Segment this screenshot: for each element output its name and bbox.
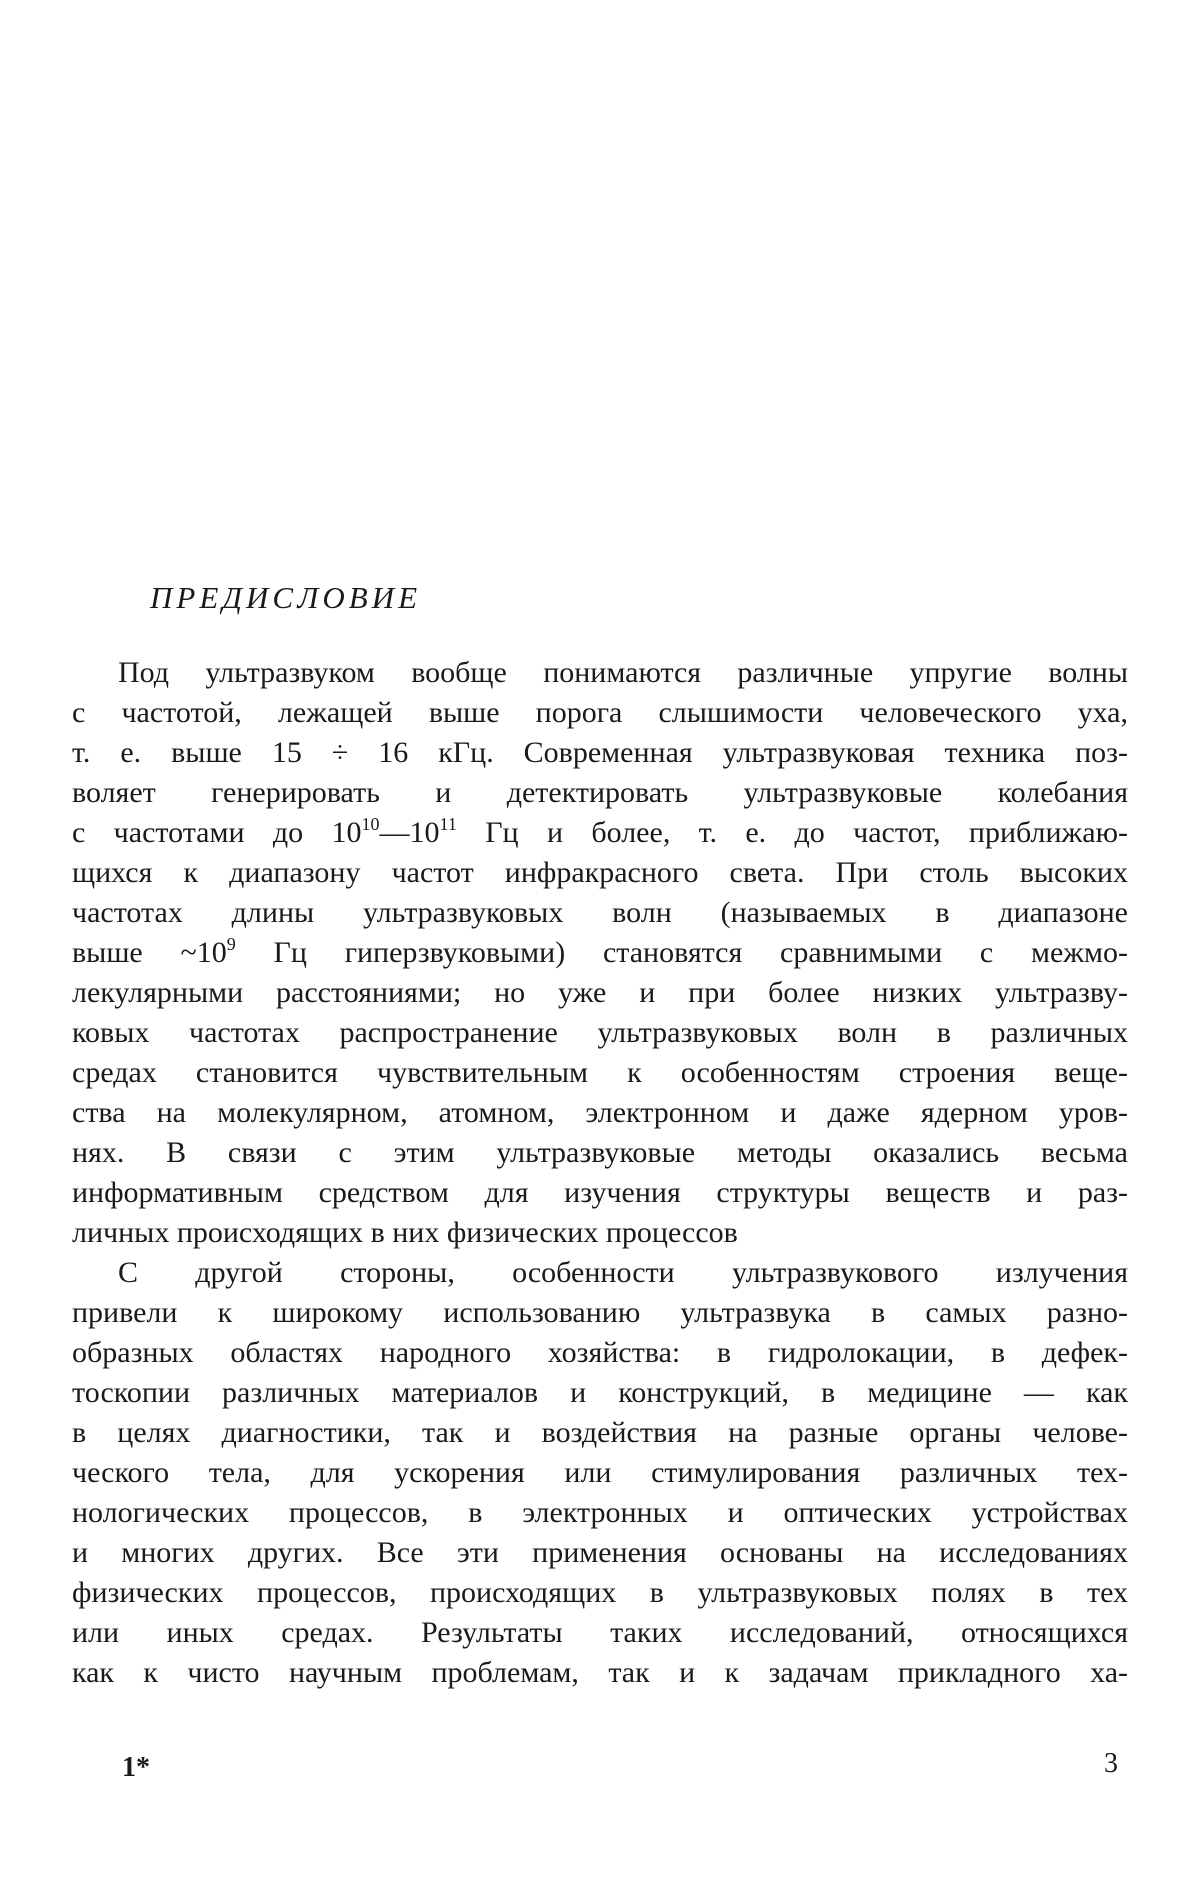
exponent: 10 (361, 814, 380, 834)
text-line: образных областях народного хозяйства: в гидролокации, в дефек- (72, 1336, 1128, 1369)
text-line: ковых частотах распространение ультразвуковых волн в различных (72, 1016, 1128, 1049)
text-line: частотах длины ультразвуковых волн (называемых в диапазоне (72, 896, 1128, 929)
text-line: щихся к диапазону частот инфракрасного света. При столь высоких (72, 856, 1128, 889)
text-fragment: —10 (379, 816, 440, 849)
text-line: личных происходящих в них физических процессов (72, 1216, 738, 1249)
text-line: информативным средством для изучения структуры веществ и раз- (72, 1176, 1128, 1209)
text-line: ческого тела, для ускорения или стимулирования различных тех- (72, 1456, 1128, 1489)
text-line: физических процессов, происходящих в ультразвуковых полях в тех (72, 1576, 1128, 1609)
text-line: нях. В связи с этим ультразвуковые методы оказались весьма (72, 1136, 1128, 1169)
paragraph (72, 1253, 1128, 1693)
text-fragment: с частотами до 10 (72, 816, 362, 849)
text-line: средах становится чувствительным к особенностям строения веще- (72, 1056, 1128, 1089)
exponent: 9 (226, 934, 236, 954)
exponent: 11 (439, 814, 457, 834)
signature-mark: 1* (122, 1752, 150, 1783)
text-fragment: выше ~10 (72, 936, 227, 969)
text-fragment: Гц и более, т. е. до частот, приближаю- (456, 816, 1128, 849)
text-line: ства на молекулярном, атомном, электронном и даже ядерном уров- (72, 1096, 1128, 1129)
text-line: привели к широкому использованию ультразвука в самых разно- (72, 1296, 1128, 1329)
text-line: и многих других. Все эти применения основаны на исследованиях (72, 1536, 1128, 1569)
section-heading: ПРЕДИСЛОВИЕ (150, 580, 422, 615)
text-line: нологических процессов, в электронных и оптических устройствах (72, 1496, 1128, 1529)
text-line: т. е. выше 15 ÷ 16 кГц. Современная ультразвуковая техника поз- (72, 736, 1128, 769)
body-text (72, 653, 1128, 1693)
paragraph (72, 653, 1128, 1253)
text-line: или иных средах. Результаты таких исследований, относящихся (72, 1616, 1128, 1649)
text-line: воляет генерировать и детектировать ультразвуковые колебания (72, 776, 1128, 809)
text-line: лекулярными расстояниями; но уже и при более низких ультразву- (72, 976, 1128, 1009)
text-line: С другой стороны, особенности ультразвукового излучения (118, 1256, 1128, 1289)
text-line: как к чисто научным проблемам, так и к задачам прикладного ха- (72, 1656, 1128, 1689)
text-fragment: Гц гиперзвуковыми) становятся сравнимыми с межмо- (235, 936, 1128, 969)
page-number: 3 (1104, 1748, 1118, 1779)
text-line: тоскопии различных материалов и конструкций, в медицине — как (72, 1376, 1128, 1409)
text-line (72, 813, 1128, 853)
text-line (72, 933, 1128, 973)
text-line: с частотой, лежащей выше порога слышимости человеческого уха, (72, 696, 1128, 729)
text-line: в целях диагностики, так и воздействия на разные органы челове- (72, 1416, 1128, 1449)
text-line: Под ультразвуком вообще понимаются различные упругие волны (118, 656, 1128, 689)
